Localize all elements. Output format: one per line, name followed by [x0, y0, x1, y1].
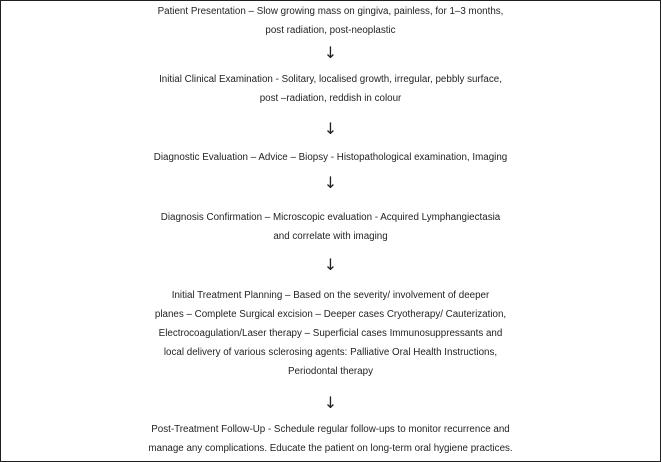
step-text-line: post radiation, post-neoplastic — [265, 25, 396, 36]
step-text-line: Periodontal therapy — [288, 366, 373, 377]
step-text-line: Diagnostic Evaluation – Advice – Biopsy - Histopathological examination, Imaging — [153, 152, 508, 163]
step-text-line: manage any complications. Educate the patient on long-term oral hygiene practices. — [148, 443, 513, 454]
step-initial-treatment-planning — [1, 286, 660, 381]
step-post-treatment-follow-up — [1, 420, 660, 458]
step-text-line: Post-Treatment Follow-Up - Schedule regular follow-ups to monitor recurrence and — [151, 424, 510, 435]
step-text-line: and correlate with imaging — [273, 231, 388, 242]
down-arrow-icon: ↓ — [323, 119, 338, 138]
step-text-line: Diagnosis Confirmation – Microscopic evaluation - Acquired Lymphangiectasia — [160, 212, 501, 223]
step-diagnosis-confirmation — [1, 208, 660, 246]
step-diagnostic-evaluation — [1, 148, 660, 167]
step-text-line: Electrocoagulation/Laser therapy – Superficial cases Immunosuppressants and — [158, 328, 503, 339]
down-arrow-icon: ↓ — [323, 393, 338, 412]
step-text-line: post –radiation, reddish in colour — [259, 93, 402, 104]
step-text-line: Patient Presentation – Slow growing mass on gingiva, painless, for 1–3 months, — [157, 6, 504, 17]
step-text-line: Initial Treatment Planning – Based on the severity/ involvement of deeper — [171, 290, 490, 301]
step-text-line: Initial Clinical Examination - Solitary, localised growth, irregular, pebbly surface, — [159, 74, 502, 85]
step-patient-presentation — [1, 2, 660, 40]
down-arrow-icon: ↓ — [323, 255, 338, 274]
step-text-line: planes – Complete Surgical excision – Deeper cases Cryotherapy/ Cauterization, — [154, 309, 507, 320]
step-initial-clinical-examination — [1, 70, 660, 108]
step-text-line: local delivery of various sclerosing agents: Palliative Oral Health Instructions, — [163, 347, 498, 358]
down-arrow-icon: ↓ — [323, 43, 338, 62]
down-arrow-icon: ↓ — [323, 173, 338, 192]
